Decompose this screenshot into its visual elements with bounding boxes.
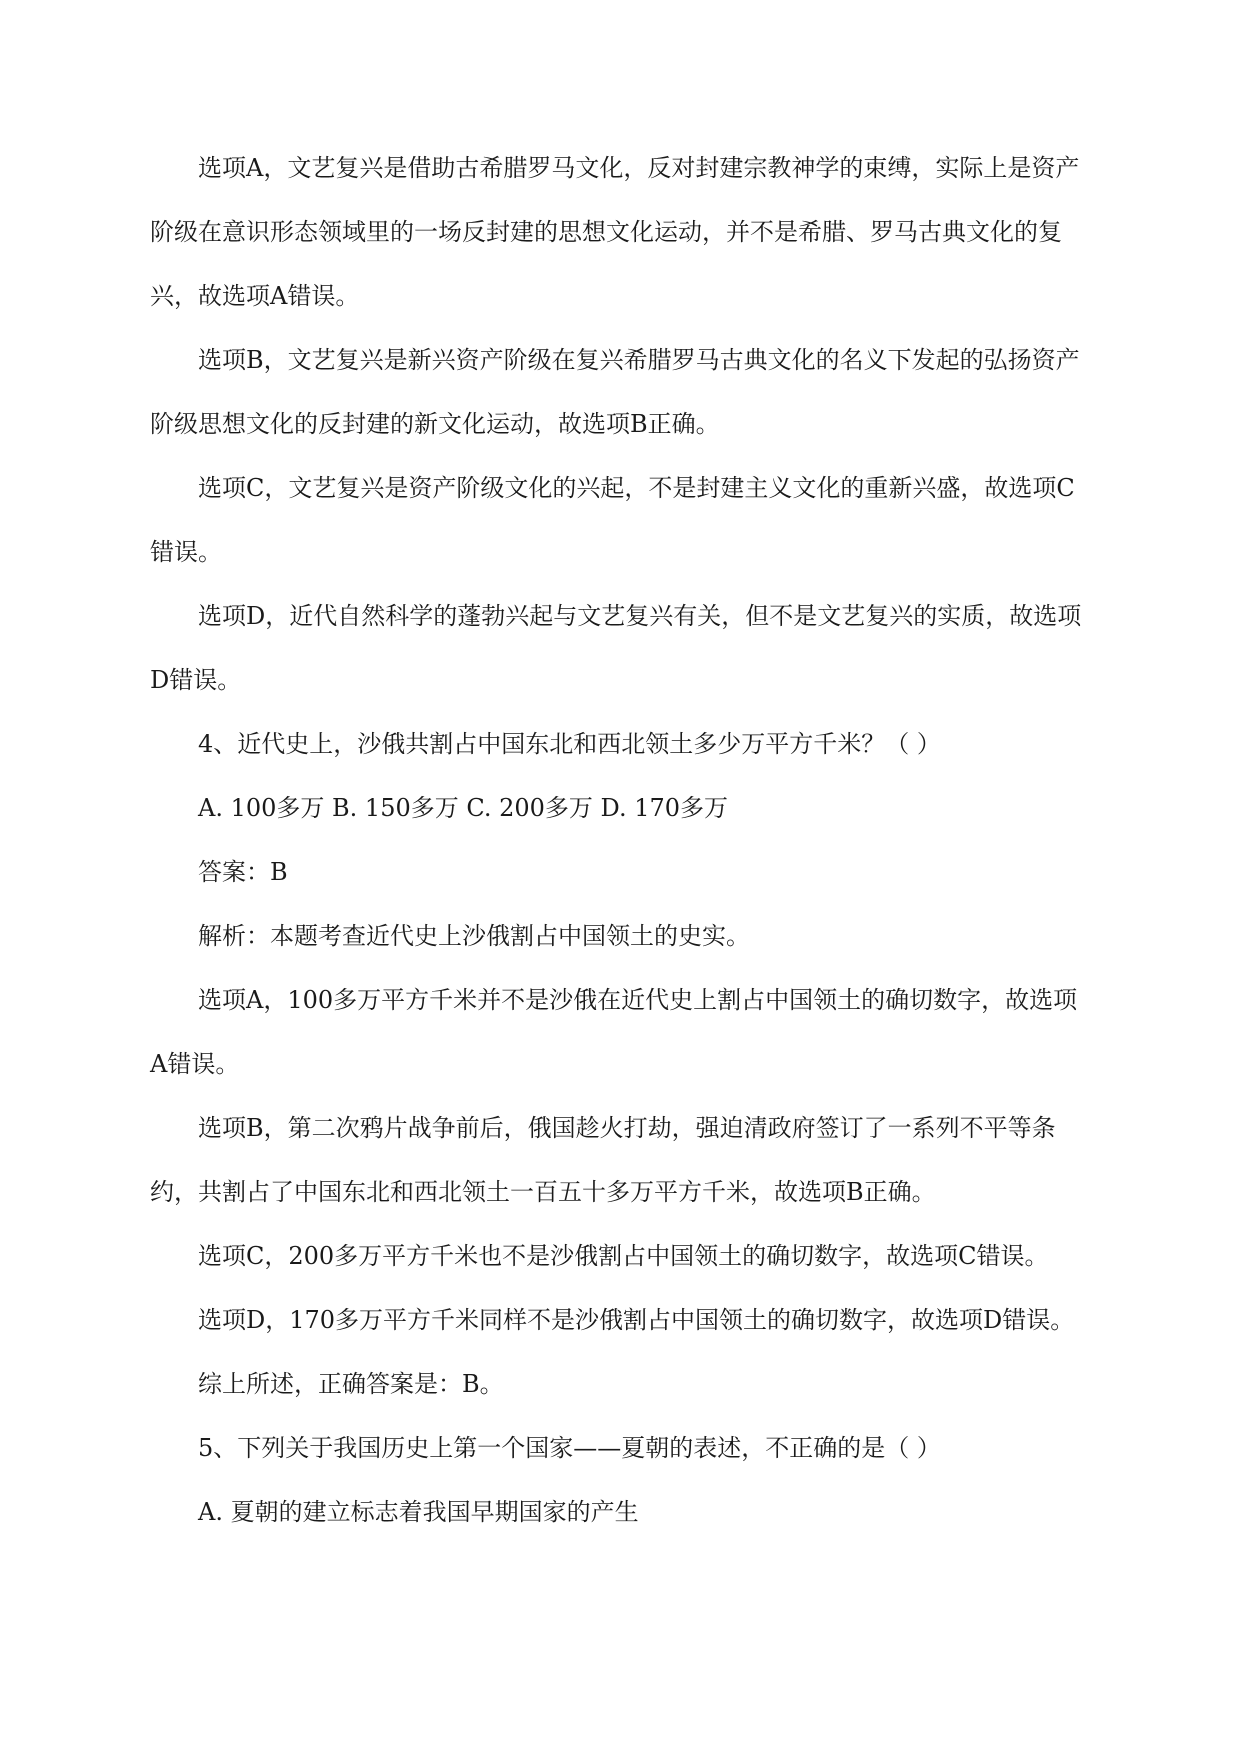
paragraph-option-a-analysis-q3: 选项A，文艺复兴是借助古希腊罗马文化，反对封建宗教神学的束缚，实际上是资产阶级在意识形态领域里的一场反封建的思想文化运动，并不是希腊、罗马古典文化的复兴，故选项A错误。 [150, 154, 1080, 310]
paragraph-option-d-analysis-q3: 选项D，近代自然科学的蓬勃兴起与文艺复兴有关，但不是文艺复兴的实质，故选项D错误。 [150, 602, 1082, 694]
paragraph-option-c-analysis-q3: 选项C，文艺复兴是资产阶级文化的兴起，不是封建主义文化的重新兴盛，故选项C错误。 [150, 474, 1075, 566]
document-body [150, 136, 1092, 1544]
paragraph-option-b-analysis-q4: 选项B，第二次鸦片战争前后，俄国趁火打劫，强迫清政府签订了一系列不平等条约，共割占了中国东北和西北领土一百五十多万平方千米，故选项B正确。 [150, 1114, 1056, 1206]
question-4-choices: A. 100多万 B. 150多万 C. 200多万 D. 170多万 [198, 794, 729, 822]
paragraph-option-a-analysis-q4: 选项A，100多万平方千米并不是沙俄在近代史上割占中国领土的确切数字，故选项A错误。 [150, 986, 1078, 1078]
question-4-answer: 答案：B [198, 858, 288, 886]
question-5-choice-a: A. 夏朝的建立标志着我国早期国家的产生 [198, 1498, 639, 1526]
paragraph-option-c-analysis-q4: 选项C，200多万平方千米也不是沙俄割占中国领土的确切数字，故选项C错误。 [198, 1242, 1049, 1270]
question-5-stem: 5、下列关于我国历史上第一个国家——夏朝的表述，不正确的是（ ） [198, 1434, 941, 1462]
paragraph-option-b-analysis-q3: 选项B，文艺复兴是新兴资产阶级在复兴希腊罗马古典文化的名义下发起的弘扬资产阶级思想文化的反封建的新文化运动，故选项B正确。 [150, 346, 1080, 438]
paragraph-option-d-analysis-q4: 选项D，170多万平方千米同样不是沙俄割占中国领土的确切数字，故选项D错误。 [198, 1306, 1075, 1334]
question-4-summary: 综上所述，正确答案是：B。 [198, 1370, 504, 1398]
question-4-stem: 4、近代史上，沙俄共割占中国东北和西北领土多少万平方千米？（ ） [198, 730, 941, 758]
question-4-explanation: 解析：本题考查近代史上沙俄割占中国领土的史实。 [198, 922, 750, 950]
